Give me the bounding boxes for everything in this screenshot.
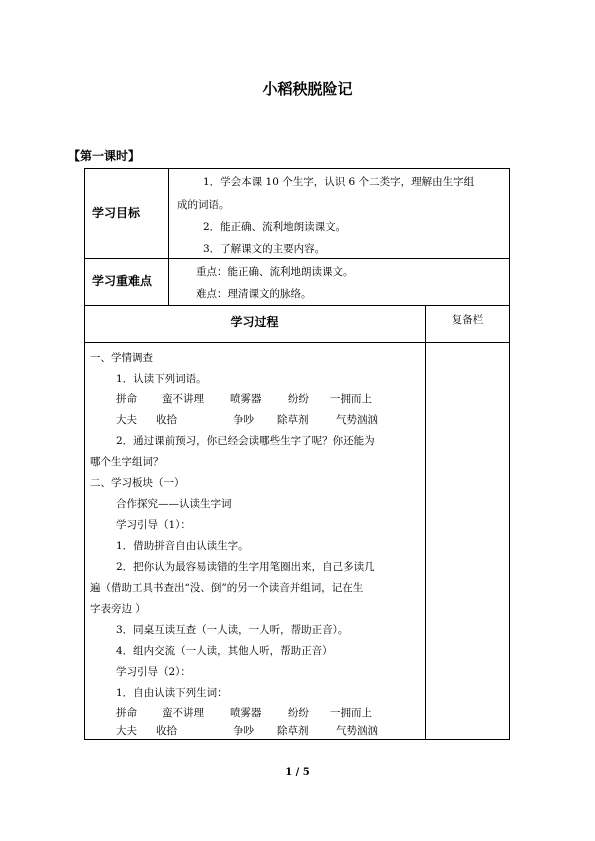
goals-line-1: 1．学会本课 10 个生字，认识 6 个二类字，理解由生字组	[203, 176, 475, 188]
word-item: 蛮不讲理	[162, 393, 204, 405]
table-divider-keypoints	[84, 305, 510, 306]
word-item: 纷纷	[288, 707, 309, 719]
word-item: 争吵	[233, 414, 254, 426]
process-line-15: 4．组内交流（一人读，其他人听，帮助正音）	[116, 645, 333, 657]
goals-line-2: 成的词语。	[177, 199, 230, 211]
process-line-2: 1．认读下列词语。	[116, 373, 207, 385]
notes-header: 复备栏	[451, 314, 484, 326]
word-row-4	[116, 724, 378, 738]
word-item: 大夫	[116, 725, 137, 737]
table-divider-notes-col	[425, 305, 426, 739]
word-item: 喷雾器	[230, 707, 262, 719]
word-item: 一拥而上	[330, 707, 372, 719]
word-row-1	[116, 392, 372, 406]
word-item: 拼命	[116, 707, 137, 719]
table-border-bottom	[84, 739, 510, 740]
process-line-11: 2．把你认为最容易读错的生字用笔圈出来，自己多读几	[116, 561, 375, 573]
table-divider-label-col	[168, 168, 169, 305]
page-number: 1 / 5	[285, 767, 310, 778]
table-border-top	[84, 168, 510, 169]
word-item: 除草剂	[277, 725, 309, 737]
word-item: 收拾	[156, 725, 177, 737]
word-item: 收拾	[156, 414, 177, 426]
goals-line-4: 3．了解课文的主要内容。	[203, 243, 326, 255]
process-line-7: 二、学习板块（一）	[90, 477, 185, 489]
process-line-13: 字表旁边 ）	[90, 603, 146, 615]
document-title: 小稻秧脱险记	[262, 80, 353, 98]
process-line-1: 一、学情调查	[90, 352, 153, 364]
word-item: 争吵	[233, 725, 254, 737]
keypoints-label: 学习重难点	[92, 274, 153, 288]
word-item: 喷雾器	[230, 393, 262, 405]
process-line-14: 3．同桌互读互查（一人读，一人听，帮助正音）。	[116, 624, 349, 636]
goals-label: 学习目标	[92, 206, 141, 220]
lesson-table	[84, 168, 510, 740]
lesson-heading: 【第一课时】	[68, 149, 141, 163]
goals-line-3: 2．能正确、流利地朗读课文。	[203, 221, 347, 233]
process-line-17: 1．自由认读下列生词：	[116, 687, 228, 699]
table-divider-goals	[84, 258, 510, 259]
table-border-right	[509, 168, 510, 740]
process-line-6: 哪个生字组词？	[90, 456, 164, 468]
word-row-3	[116, 706, 372, 720]
word-item: 拼命	[116, 393, 137, 405]
process-line-5: 2．通过课前预习，你已经会读哪些生字了呢？你还能为	[116, 435, 375, 447]
keypoints-line-2: 难点：理清课文的脉络。	[196, 288, 312, 300]
process-line-9: 学习引导（1）：	[116, 519, 191, 531]
keypoints-line-1: 重点：能正确、流利地朗读课文。	[196, 266, 354, 278]
table-border-left	[84, 168, 85, 740]
word-item: 气势汹汹	[336, 725, 378, 737]
word-item: 纷纷	[288, 393, 309, 405]
process-line-8: 合作探究——认读生字词	[116, 498, 232, 510]
word-item: 一拥而上	[330, 393, 372, 405]
word-item: 除草剂	[277, 414, 309, 426]
word-row-2	[116, 413, 378, 427]
word-item: 气势汹汹	[336, 414, 378, 426]
process-line-12: 遍（借助工具书查出“没、倒”的另一个读音并组词，记在生	[90, 582, 364, 594]
process-header: 学习过程	[230, 315, 279, 329]
word-item: 蛮不讲理	[162, 707, 204, 719]
word-item: 大夫	[116, 414, 137, 426]
table-divider-process-header	[84, 342, 510, 343]
process-line-16: 学习引导（2）：	[116, 666, 191, 678]
process-line-10: 1．借助拼音自由认读生字。	[116, 540, 249, 552]
